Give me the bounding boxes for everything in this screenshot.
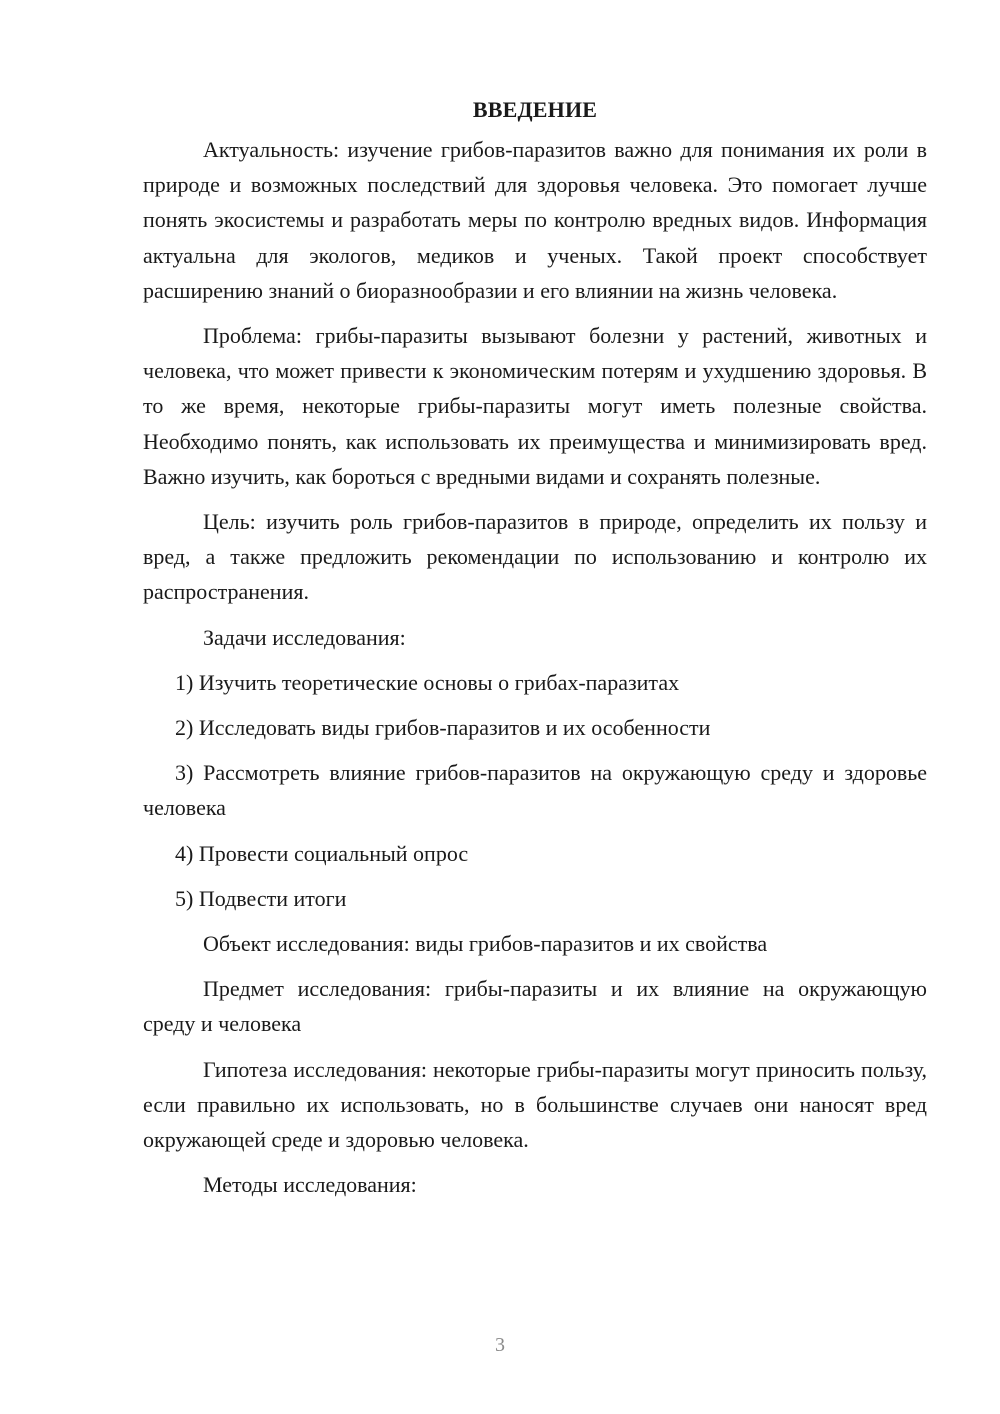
object-paragraph: Объект исследования: виды грибов-паразитов и их свойства xyxy=(203,931,768,957)
task-item-4: 4) Провести социальный опрос xyxy=(175,840,469,866)
goal-paragraph: Цель: изучить роль грибов-паразитов в природе, определить их пользу и вред, а также предложить рекомендации по использованию и контролю их распространения. xyxy=(143,509,927,605)
task-item-1: 1) Изучить теоретические основы о грибах-паразитах xyxy=(175,669,680,695)
task-item-3: 3) Рассмотреть влияние грибов-паразитов на окружающую среду и здоровье человека xyxy=(143,760,927,821)
methods-paragraph: Методы исследования: xyxy=(203,1172,417,1198)
relevance-paragraph: Актуальность: изучение грибов-паразитов важно для понимания их роли в природе и возможных последствий для здоровья человека. Это помогает лучше понять экосистемы и разработать меры по контролю вредных видов. Информация актуальна для экологов, медиков и ученых. Такой проект способствует расширению знаний о биоразнообразии и его влиянии на жизнь человека. xyxy=(143,137,927,303)
document-page xyxy=(143,92,927,1212)
page-number: 3 xyxy=(495,1334,505,1356)
problem-paragraph: Проблема: грибы-паразиты вызывают болезни у растений, животных и человека, что может привести к экономическим потерям и ухудшению здоровья. В то же время, некоторые грибы-паразиты могут иметь полезные свойства. Необходимо понять, как использовать их преимущества и минимизировать вред. Важно изучить, как бороться с вредными видами и сохранять полезные. xyxy=(143,323,927,489)
task-item-2: 2) Исследовать виды грибов-паразитов и их особенности xyxy=(175,715,711,741)
section-heading: ВВЕДЕНИЕ xyxy=(472,97,598,122)
subject-paragraph: Предмет исследования: грибы-паразиты и их влияние на окружающую среду и человека xyxy=(143,976,927,1037)
hypothesis-paragraph: Гипотеза исследования: некоторые грибы-паразиты могут приносить пользу, если правильно их использовать, но в большинстве случаев они наносят вред окружающей среде и здоровью человека. xyxy=(143,1056,927,1153)
tasks-intro: Задачи исследования: xyxy=(203,624,406,650)
task-item-5: 5) Подвести итоги xyxy=(175,885,347,911)
